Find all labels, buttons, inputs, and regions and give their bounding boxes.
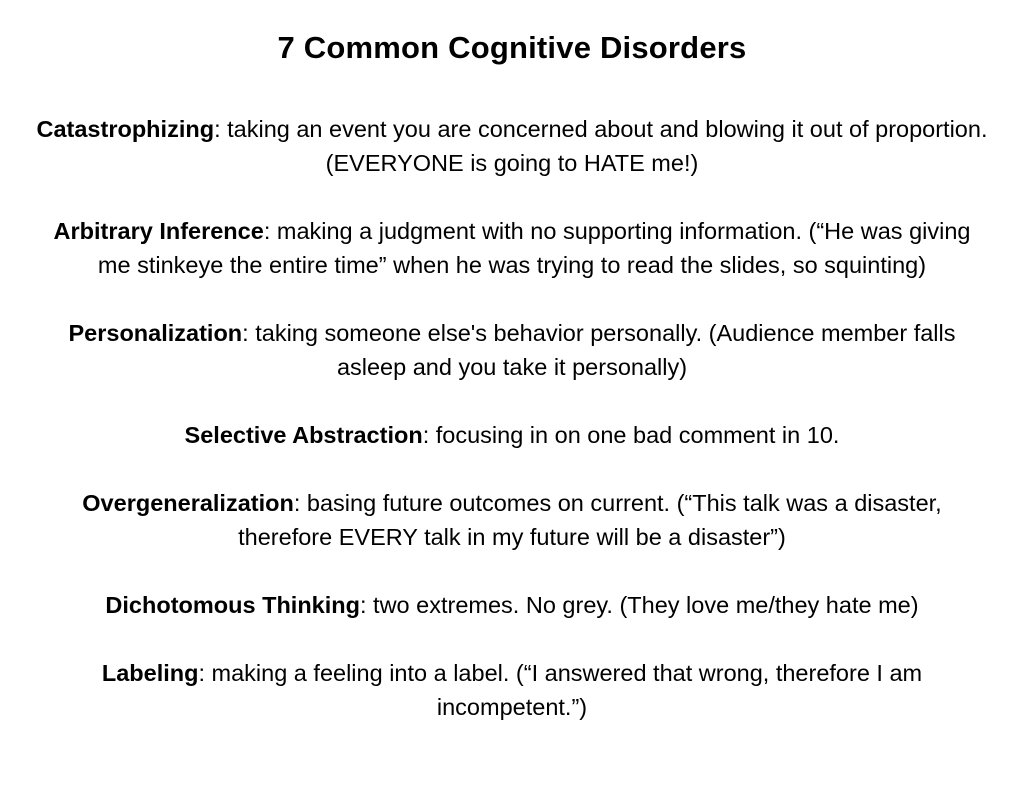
disorder-item-overgeneralization [36, 486, 988, 554]
disorder-description: : making a feeling into a label. (“I answered that wrong, therefore I am incompetent.”) [198, 660, 923, 720]
disorder-term: Dichotomous Thinking [105, 592, 360, 618]
slide-title: 7 Common Cognitive Disorders [277, 30, 747, 65]
disorder-item-arbitrary-inference [36, 214, 988, 282]
disorder-term: Catastrophizing [36, 116, 215, 142]
disorder-term: Selective Abstraction [184, 422, 423, 448]
disorder-item-catastrophizing [36, 112, 988, 180]
disorder-description: : focusing in on one bad comment in 10. [422, 422, 840, 448]
disorder-item-selective-abstraction [36, 418, 988, 452]
disorder-description: : taking someone else's behavior personally. (Audience member falls asleep and you take it personally) [242, 320, 956, 380]
disorder-description: : basing future outcomes on current. (“This talk was a disaster, therefore EVERY talk in my future will be a disaster”) [238, 490, 942, 550]
disorder-description: : taking an event you are concerned about and blowing it out of proportion. (EVERYONE is going to HATE me!) [214, 116, 988, 176]
disorder-description: : making a judgment with no supporting information. (“He was giving me stinkeye the entire time” when he was trying to read the slides, so squinting) [97, 218, 971, 278]
disorder-term: Arbitrary Inference [53, 218, 264, 244]
disorder-item-labeling [36, 656, 988, 724]
disorder-list [36, 112, 988, 724]
disorder-term: Labeling [101, 660, 199, 686]
disorder-item-dichotomous-thinking [36, 588, 988, 622]
disorder-description: : two extremes. No grey. (They love me/they hate me) [360, 592, 919, 618]
disorder-term: Personalization [68, 320, 243, 346]
disorder-term: Overgeneralization [82, 490, 294, 516]
disorder-item-personalization [36, 316, 988, 384]
